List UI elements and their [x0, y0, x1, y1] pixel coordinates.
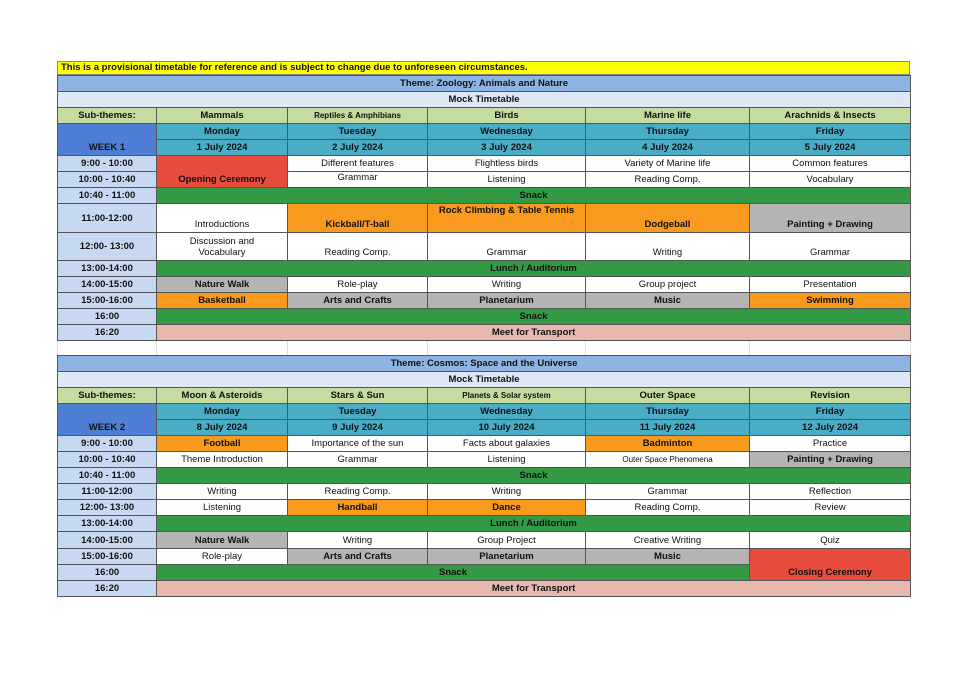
week2-day: Friday	[750, 404, 911, 420]
week1-cell: Presentation	[750, 277, 911, 293]
week2-subtheme: Stars & Sun	[288, 388, 428, 404]
week2-lunch: Lunch / Auditorium	[157, 516, 911, 532]
week1-cell: Flightless birds	[428, 156, 586, 172]
week2-dates-row	[58, 420, 911, 436]
week1-cell: Writing	[428, 277, 586, 293]
week2-time: 12:00- 13:00	[58, 500, 157, 516]
week2-slot-row	[58, 468, 911, 484]
week2-slot-row	[58, 516, 911, 532]
week1-activity: Arts and Crafts	[288, 293, 428, 309]
week1-time: 16:20	[58, 325, 157, 341]
week1-activity: Painting + Drawing	[750, 204, 911, 233]
week1-mock-row	[58, 92, 911, 108]
timetable-sheet	[57, 61, 910, 597]
week1-snack-afternoon: Snack	[157, 309, 911, 325]
week2-cell: Writing	[288, 532, 428, 549]
week2-cell: Listening	[428, 452, 586, 468]
week1-cell: Different features	[288, 156, 428, 172]
week2-day: Monday	[157, 404, 288, 420]
week2-slot-row	[58, 581, 911, 597]
week1-cell: Reading Comp.	[288, 233, 428, 261]
week1-activity: Planetarium	[428, 293, 586, 309]
week2-cell: Practice	[750, 436, 911, 452]
week1-slot-row	[58, 261, 911, 277]
week1-subtheme: Reptiles & Amphibians	[288, 108, 428, 124]
week2-slot-row	[58, 436, 911, 452]
week1-time: 16:00	[58, 309, 157, 325]
week1-date: 1 July 2024	[157, 140, 288, 156]
week2-activity: Dance	[428, 500, 586, 516]
week2-cell: Listening	[157, 500, 288, 516]
week1-cell: Grammar	[288, 172, 428, 188]
week1-slot-row	[58, 233, 911, 261]
week1-date: 3 July 2024	[428, 140, 586, 156]
week2-cell: Quiz	[750, 532, 911, 549]
week1-slot-row	[58, 156, 911, 172]
week2-subthemes-row	[58, 388, 911, 404]
week2-theme-row	[58, 356, 911, 372]
week1-subtheme: Mammals	[157, 108, 288, 124]
week2-activity: Painting + Drawing	[750, 452, 911, 468]
week2-cell: Grammar	[288, 452, 428, 468]
week1-activity: Kickball/T-ball	[288, 204, 428, 233]
week1-cell: Vocabulary	[750, 172, 911, 188]
week1-cell: Introductions	[157, 204, 288, 233]
week2-day: Tuesday	[288, 404, 428, 420]
week2-cell: Theme Introduction	[157, 452, 288, 468]
week2-time: 16:20	[58, 581, 157, 597]
week1-transport: Meet for Transport	[157, 325, 911, 341]
week1-cell: Listening	[428, 172, 586, 188]
week1-cell: Grammar	[750, 233, 911, 261]
week2-cell: Group Project	[428, 532, 586, 549]
week1-cell: Variety of Marine life	[586, 156, 750, 172]
week1-time: 12:00- 13:00	[58, 233, 157, 261]
subthemes-label: Sub-themes:	[58, 388, 157, 404]
week2-cell: Reading Comp.	[586, 500, 750, 516]
week2-activity: Football	[157, 436, 288, 452]
week2-snack-afternoon: Snack	[157, 565, 750, 581]
week2-time: 11:00-12:00	[58, 484, 157, 500]
week2-slot-row	[58, 532, 911, 549]
week2-date: 11 July 2024	[586, 420, 750, 436]
week2-subtheme: Planets & Solar system	[428, 388, 586, 404]
week2-activity: Badminton	[586, 436, 750, 452]
week2-time: 9:00 - 10:00	[58, 436, 157, 452]
week1-subtheme: Marine life	[586, 108, 750, 124]
week2-cell: Review	[750, 500, 911, 516]
week1-theme-row	[58, 76, 911, 92]
week2-date: 8 July 2024	[157, 420, 288, 436]
week1-theme: Theme: Zoology: Animals and Nature	[58, 76, 911, 92]
week2-slot-row	[58, 500, 911, 516]
week1-days-row	[58, 124, 911, 140]
week2-slot-row	[58, 484, 911, 500]
week2-subtheme: Moon & Asteroids	[157, 388, 288, 404]
week2-cell: Facts about galaxies	[428, 436, 586, 452]
week2-time: 13:00-14:00	[58, 516, 157, 532]
week2-cell: Reflection	[750, 484, 911, 500]
week2-slot-row	[58, 452, 911, 468]
week1-slot-row	[58, 293, 911, 309]
week1-date: 5 July 2024	[750, 140, 911, 156]
week1-time: 13:00-14:00	[58, 261, 157, 277]
week2-days-row	[58, 404, 911, 420]
timetable-table	[57, 75, 911, 597]
week1-slot-row	[58, 325, 911, 341]
week1-cell: Grammar	[428, 233, 586, 261]
week2-cell: Reading Comp.	[288, 484, 428, 500]
week2-cell: Importance of the sun	[288, 436, 428, 452]
week2-activity: Arts and Crafts	[288, 549, 428, 565]
week2-day: Thursday	[586, 404, 750, 420]
week1-time: 15:00-16:00	[58, 293, 157, 309]
week1-activity: Rock Climbing & Table Tennis	[428, 204, 586, 233]
week1-cell: Group project	[586, 277, 750, 293]
week2-mock-title: Mock Timetable	[58, 372, 911, 388]
week1-slot-row	[58, 204, 911, 233]
week1-day: Tuesday	[288, 124, 428, 140]
week1-date: 2 July 2024	[288, 140, 428, 156]
week2-label: WEEK 2	[58, 404, 157, 436]
week1-activity: Music	[586, 293, 750, 309]
week1-cell: Role-play	[288, 277, 428, 293]
week2-cell: Grammar	[586, 484, 750, 500]
week2-time: 10:00 - 10:40	[58, 452, 157, 468]
week2-activity: Nature Walk	[157, 532, 288, 549]
week1-activity: Basketball	[157, 293, 288, 309]
subthemes-label: Sub-themes:	[58, 108, 157, 124]
week1-day: Thursday	[586, 124, 750, 140]
week1-subtheme: Arachnids & Insects	[750, 108, 911, 124]
week1-activity: Swimming	[750, 293, 911, 309]
week2-cell: Role-play	[157, 549, 288, 565]
week-spacer-row	[58, 341, 911, 356]
week1-time: 10:00 - 10:40	[58, 172, 157, 188]
week2-activity: Music	[586, 549, 750, 565]
week2-time: 14:00-15:00	[58, 532, 157, 549]
week1-cell: Discussion and Vocabulary	[157, 233, 288, 261]
week1-activity: Nature Walk	[157, 277, 288, 293]
week1-opening-ceremony: Opening Ceremony	[157, 156, 288, 188]
week1-time: 14:00-15:00	[58, 277, 157, 293]
week1-time: 11:00-12:00	[58, 204, 157, 233]
week1-day: Friday	[750, 124, 911, 140]
week1-subthemes-row	[58, 108, 911, 124]
week2-time: 15:00-16:00	[58, 549, 157, 565]
week2-date: 10 July 2024	[428, 420, 586, 436]
week2-slot-row	[58, 549, 911, 565]
week1-day: Monday	[157, 124, 288, 140]
week2-cell: Writing	[157, 484, 288, 500]
week2-activity: Handball	[288, 500, 428, 516]
week1-subtheme: Birds	[428, 108, 586, 124]
week2-activity: Planetarium	[428, 549, 586, 565]
week1-lunch: Lunch / Auditorium	[157, 261, 911, 277]
week2-time: 10:40 - 11:00	[58, 468, 157, 484]
week2-transport: Meet for Transport	[157, 581, 911, 597]
week2-cell: Writing	[428, 484, 586, 500]
week1-date: 4 July 2024	[586, 140, 750, 156]
week2-subtheme: Outer Space	[586, 388, 750, 404]
week1-day: Wednesday	[428, 124, 586, 140]
provisional-notice: This is a provisional timetable for reference and is subject to change due to unforeseen circumstances.	[57, 61, 910, 75]
week1-activity: Dodgeball	[586, 204, 750, 233]
week1-cell: Writing	[586, 233, 750, 261]
week1-slot-row	[58, 188, 911, 204]
week1-slot-row	[58, 277, 911, 293]
week2-closing-ceremony: Closing Ceremony	[750, 549, 911, 581]
week2-day: Wednesday	[428, 404, 586, 420]
week1-time: 10:40 - 11:00	[58, 188, 157, 204]
week2-date: 12 July 2024	[750, 420, 911, 436]
week2-snack: Snack	[157, 468, 911, 484]
week1-snack: Snack	[157, 188, 911, 204]
week2-cell: Creative Writing	[586, 532, 750, 549]
week2-cell: Outer Space Phenomena	[586, 452, 750, 468]
week1-slot-row	[58, 309, 911, 325]
week2-time: 16:00	[58, 565, 157, 581]
week1-time: 9:00 - 10:00	[58, 156, 157, 172]
week2-date: 9 July 2024	[288, 420, 428, 436]
week1-cell: Reading Comp.	[586, 172, 750, 188]
week2-subtheme: Revision	[750, 388, 911, 404]
week2-theme: Theme: Cosmos: Space and the Universe	[58, 356, 911, 372]
week1-dates-row	[58, 140, 911, 156]
week1-label: WEEK 1	[58, 124, 157, 156]
week2-mock-row	[58, 372, 911, 388]
week1-mock-title: Mock Timetable	[58, 92, 911, 108]
week1-cell: Common features	[750, 156, 911, 172]
